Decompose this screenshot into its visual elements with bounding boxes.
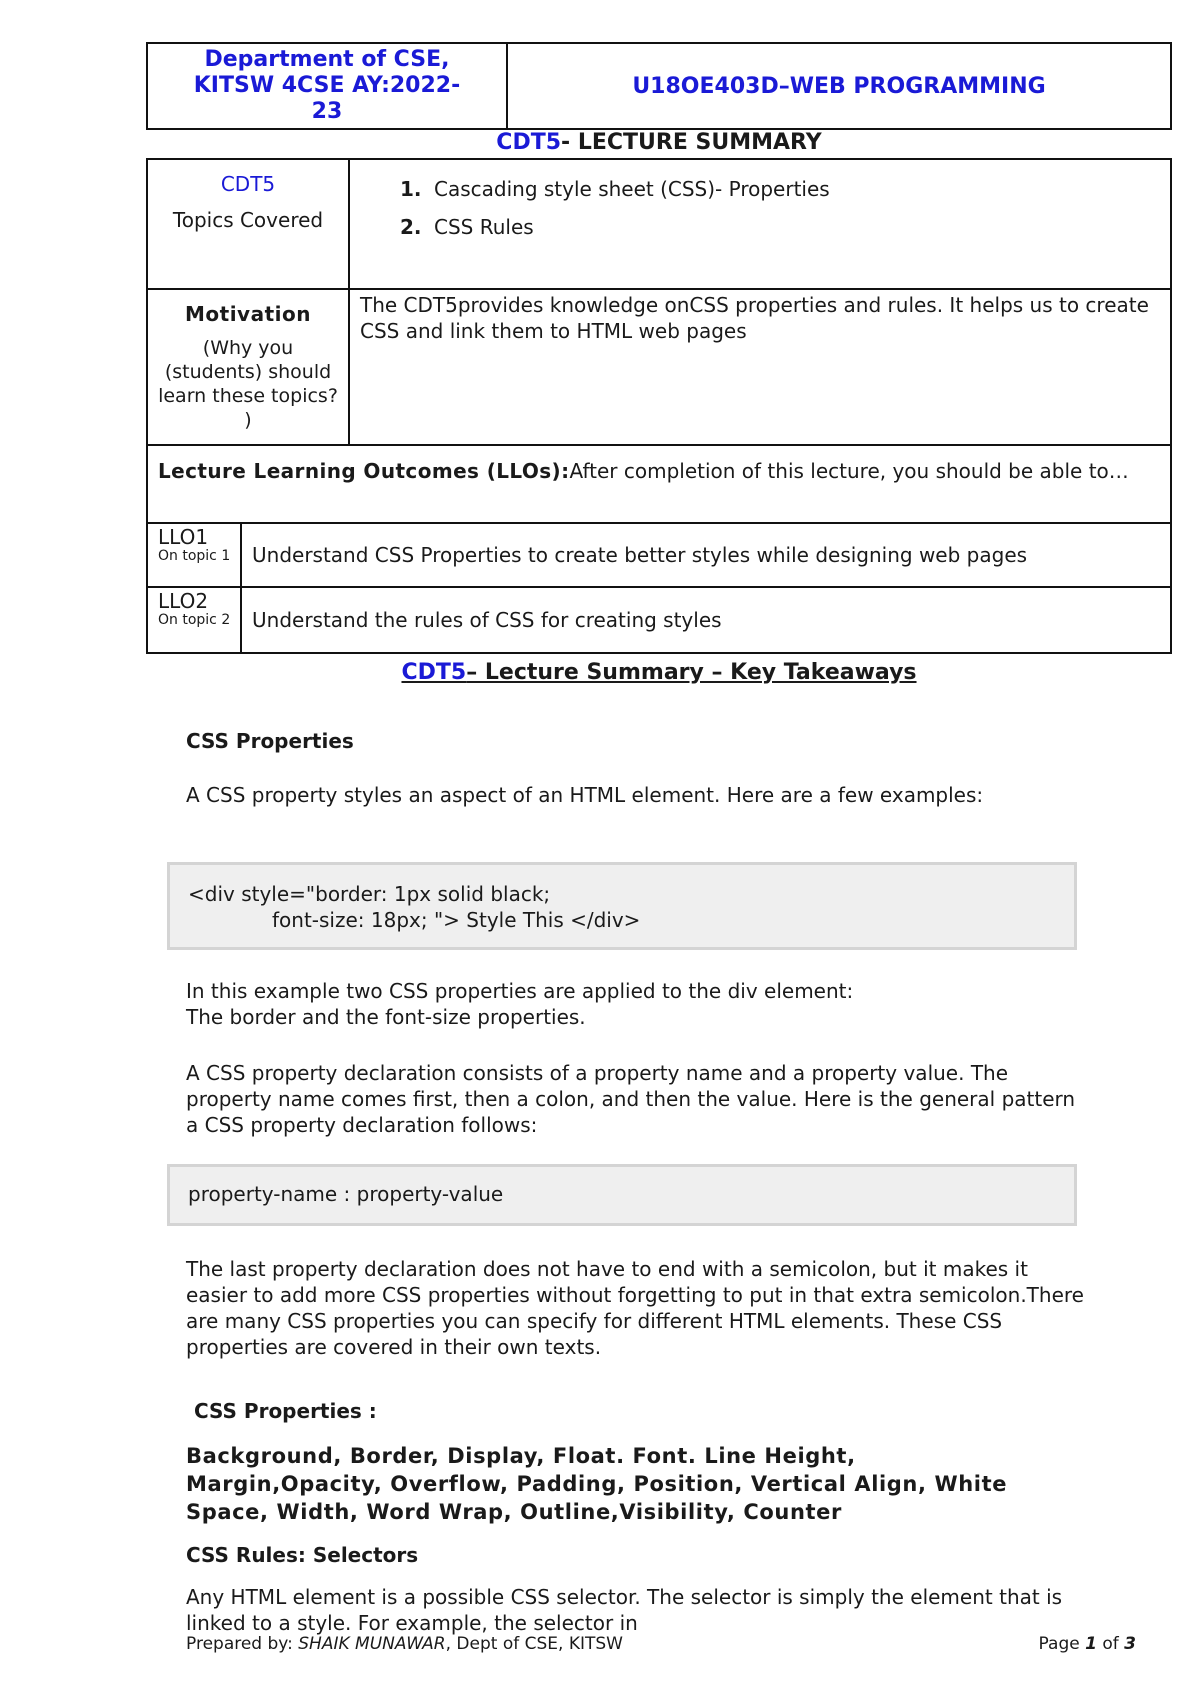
summary-title-text: - LECTURE SUMMARY [561, 130, 822, 155]
property-list: Background, Border, Display, Float. Font. Line Height, Margin,Opacity, Overflow, Padding, Position, Vertical Align, White Space, Width, Word Wrap, Outline,Visibility, Counter [186, 1444, 1008, 1524]
paragraph: Any HTML element is a possible CSS selector. The selector is simply the element that is linked to a style. For example, the selector in [186, 1585, 1063, 1635]
paragraph: The last property declaration does not have to end with a semicolon, but it makes it easier to add more CSS properties without forgetting to put in that extra semicolon.There are many CSS properties you can specify for different HTML elements. These CSS properties are covered in their own texts. [186, 1257, 1084, 1359]
prepared-label: Prepared by: [186, 1634, 299, 1654]
author-name: SHAIK MUNAWAR [298, 1634, 446, 1654]
llo-header-row [148, 446, 1170, 524]
takeaways-title-text: – Lecture Summary – Key Takeaways [466, 660, 917, 685]
llo-id: LLO1 [158, 525, 209, 549]
paragraph: In this example two CSS properties are applied to the div element: The border and the font-size properties. [186, 979, 854, 1029]
llo-topic: On topic 1 [158, 548, 231, 564]
motivation-subtitle: (Why you (students) should learn these topics? ) [158, 337, 338, 431]
paragraph: A CSS property declaration consists of a property name and a property value. The property name comes first, then a colon, and then the value. Here is the general pattern a CSS property declaration follows: [186, 1061, 1076, 1137]
code-example [167, 862, 1077, 950]
topics-label: Topics Covered [172, 208, 324, 232]
llo-id: LLO2 [158, 589, 209, 613]
code-line: font-size: 18px; "> Style This </div> [272, 908, 641, 932]
motivation-text: The CDT5provides knowledge onCSS properties and rules. It helps us to create CSS and link them to HTML web pages [360, 293, 1149, 343]
department-cell [148, 44, 508, 128]
takeaways-code: CDT5 [401, 660, 467, 685]
code-pattern: property-name : property-value [167, 1164, 1077, 1226]
section-heading: CSS Properties : [194, 1399, 377, 1423]
key-takeaways-title [146, 660, 1172, 685]
header-table [146, 42, 1172, 130]
dept-line-3: 23 [311, 99, 343, 124]
course-title: U18OE403D–WEB PROGRAMMING [632, 73, 1046, 99]
section-heading: CSS Properties [186, 729, 354, 753]
code-line: <div style="border: 1px solid black; [188, 882, 551, 906]
topics-code: CDT5 [220, 172, 276, 196]
dept-line-2: KITSW 4CSE AY:2022- [193, 73, 461, 98]
llo-row [148, 588, 1170, 652]
llo-row [148, 524, 1170, 588]
section-heading: CSS Rules: Selectors [186, 1543, 419, 1567]
topics-list [350, 170, 1170, 246]
list-item: 1. Cascading style sheet (CSS)- Properties [400, 177, 830, 201]
page-number: Page 1 of 3 [1038, 1634, 1136, 1654]
summary-table [146, 158, 1172, 654]
llo-text: Understand the rules of CSS for creating styles [252, 608, 722, 632]
summary-code: CDT5 [496, 130, 562, 155]
author-dept: , Dept of CSE, KITSW [445, 1634, 623, 1654]
llo-topic: On topic 2 [158, 612, 231, 628]
llo-text: Understand CSS Properties to create better styles while designing web pages [252, 543, 1028, 567]
llo-intro: After completion of this lecture, you should be able to… [569, 459, 1129, 483]
llo-heading: Lecture Learning Outcomes (LLOs): [158, 459, 570, 483]
page-footer [186, 1634, 1136, 1654]
paragraph: A CSS property styles an aspect of an HTML element. Here are a few examples: [186, 783, 984, 807]
dept-line-1: Department of CSE, [204, 47, 450, 72]
motivation-heading: Motivation [185, 302, 311, 326]
topics-row [148, 160, 1170, 290]
list-item: 2. CSS Rules [400, 215, 534, 239]
lecture-summary-title [146, 130, 1172, 155]
motivation-row [148, 290, 1170, 446]
